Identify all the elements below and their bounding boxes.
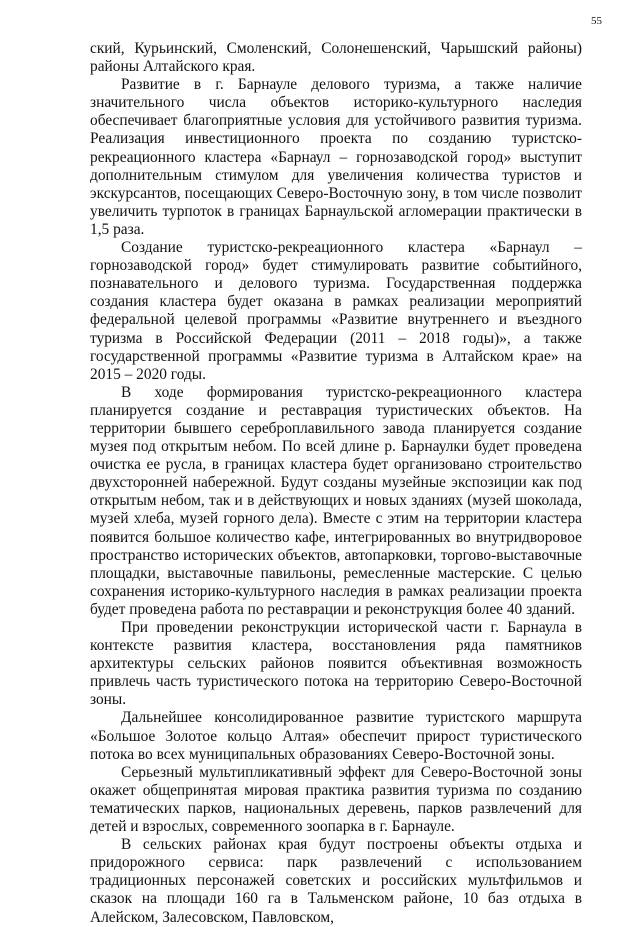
paragraph: Развитие в г. Барнауле делового туризма, а также наличие значительного числа объектов историко-культурного наследия обеспечивает благоприятные условия для устойчивого развития туризма. Реализация инвестиционного проекта по созданию туристско-рекреационного кластера «Барнаул – горнозаводской город» выступит дополнительным стимулом для увеличения количества туристов и экскурсантов, посещающих Северо-Восточную зону, в том числе позволит увеличить турпоток в границах Барнаульской агломерации практически в 1,5 раза. — [90, 76, 582, 238]
paragraph: Создание туристско-рекреационного кластера «Барнаул – горнозаводской город» будет стимулировать развитие событийного, познавательного и делового туризма. Государственная поддержка создания кластера будет оказана в рамках реализации мероприятий федеральной целевой программы «Развитие внутреннего и въездного туризма в Российской Федерации (2011 – 2018 годы)», а также государственной программы «Развитие туризма в Алтайском крае» на 2015 – 2020 годы. — [90, 239, 582, 383]
document-body — [90, 40, 582, 927]
paragraph: При проведении реконструкции исторической части г. Барнаула в контексте развития кластера, восстановления ряда памятников архитектуры сельских районов появится объективная возможность привлечь часть туристического потока на территорию Северо-Восточной зоны. — [90, 619, 582, 709]
paragraph: Дальнейшее консолидированное развитие туристского маршрута «Большое Золотое кольцо Алтая» обеспечит прирост туристического потока во всех муниципальных образованиях Северо-Восточной зоны. — [90, 709, 582, 763]
page-number: 55 — [591, 15, 602, 27]
paragraph: Серьезный мультипликативный эффект для Северо-Восточной зоны окажет общепринятая мировая практика развития туризма по созданию тематических парков, национальных деревень, парков развлечений для детей и взрослых, современного зоопарка в г. Барнауле. — [90, 763, 582, 836]
paragraph: В сельских районах края будут построены объекты отдыха и придорожного сервиса: парк развлечений с использованием традиционных персонажей советских и российских мультфильмов и сказок на площади 160 га в Тальменском районе, 10 баз отдыха в Алейском, Залесовском, Павловском, — [90, 836, 582, 926]
paragraph: В ходе формирования туристско-рекреационного кластера планируется создание и реставрация туристических объектов. На территории бывшего сереброплавильного завода планируется создание музея под открытым небом. По всей длине р. Барнаулки будет проведена очистка ее русла, в границах кластера будет организовано строительство двухсторонней набережной. Будут созданы музейные экспозиции как под открытым небом, так и в действующих и новых зданиях (музей шоколада, музей хлеба, музей горного дела). Вместе с этим на территории кластера появится большое количество кафе, интегрированных во внутридворовое пространство исторических объектов, автопарковки, торгово-выставочные площадки, выставочные павильоны, ремесленные мастерские. С целью сохранения историко-культурного наследия в рамках реализации проекта будет проведена работа по реставрации и реконструкция более 40 зданий. — [90, 383, 582, 618]
paragraph-continuation: ский, Курьинский, Смоленский, Солонешенский, Чарышский районы) районы Алтайского края. — [90, 40, 582, 76]
